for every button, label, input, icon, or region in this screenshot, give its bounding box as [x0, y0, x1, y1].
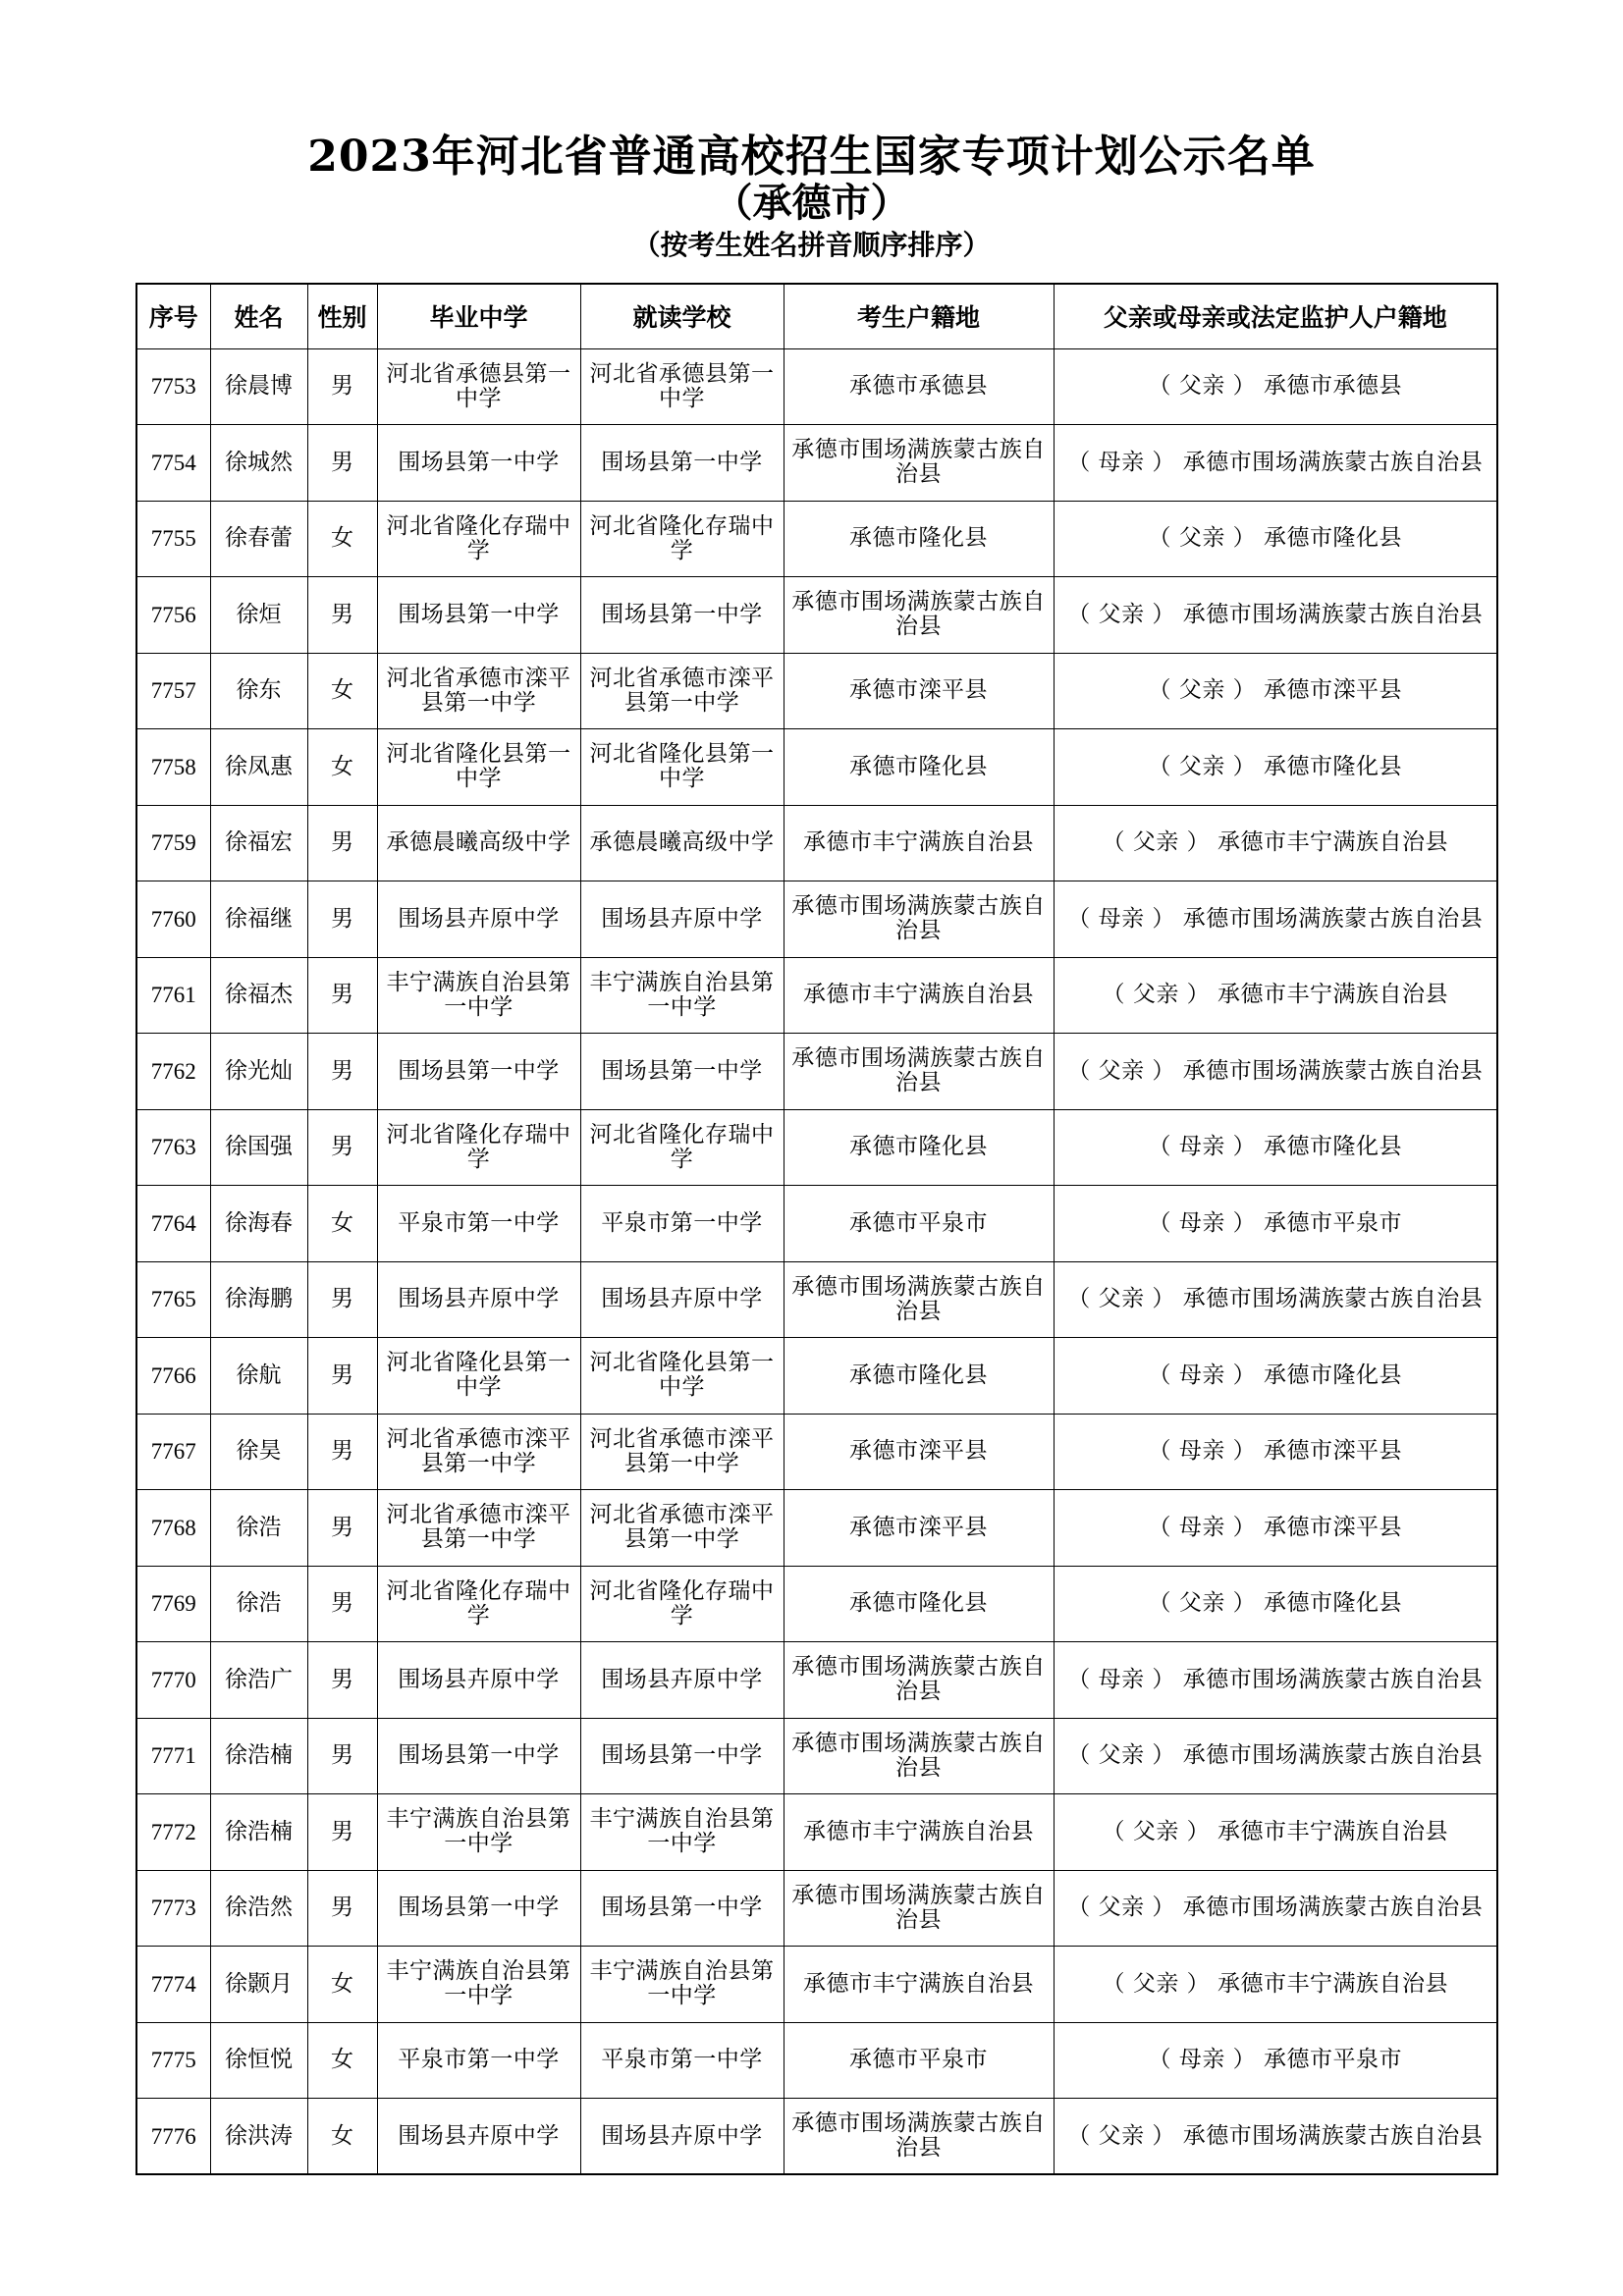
cell-guardian-hukou: （ 父亲 ） 承德市围场满族蒙古族自治县 — [1054, 1034, 1497, 1110]
cell-current-school: 围场县第一中学 — [580, 1718, 784, 1794]
cell-seq: 7762 — [136, 1034, 210, 1110]
cell-seq: 7763 — [136, 1109, 210, 1186]
header-student-hukou: 考生户籍地 — [784, 284, 1054, 348]
cell-gender: 男 — [307, 1642, 377, 1719]
sort-note: （按考生姓名拼音顺序排序） — [632, 229, 991, 261]
cell-current-school: 河北省隆化县第一中学 — [580, 729, 784, 806]
cell-graduation-school: 围场县卉原中学 — [377, 2099, 580, 2175]
cell-seq: 7776 — [136, 2099, 210, 2175]
cell-name: 徐海春 — [210, 1186, 307, 1262]
cell-gender: 男 — [307, 1338, 377, 1415]
header-seq: 序号 — [136, 284, 210, 348]
cell-student-hukou: 承德市平泉市 — [784, 2022, 1054, 2099]
table-row — [136, 957, 1497, 1034]
cell-guardian-hukou: （ 父亲 ） 承德市围场满族蒙古族自治县 — [1054, 2099, 1497, 2175]
cell-graduation-school: 丰宁满族自治县第一中学 — [377, 957, 580, 1034]
cell-current-school: 丰宁满族自治县第一中学 — [580, 957, 784, 1034]
table-row — [136, 1718, 1497, 1794]
cell-guardian-hukou: （ 父亲 ） 承德市滦平县 — [1054, 653, 1497, 729]
cell-name: 徐浩 — [210, 1566, 307, 1642]
cell-gender: 男 — [307, 348, 377, 425]
cell-gender: 男 — [307, 1109, 377, 1186]
cell-guardian-hukou: （ 母亲 ） 承德市滦平县 — [1054, 1414, 1497, 1490]
cell-guardian-hukou: （ 父亲 ） 承德市围场满族蒙古族自治县 — [1054, 1261, 1497, 1338]
cell-current-school: 围场县卉原中学 — [580, 1261, 784, 1338]
cell-guardian-hukou: （ 父亲 ） 承德市丰宁满族自治县 — [1054, 805, 1497, 881]
cell-student-hukou: 承德市围场满族蒙古族自治县 — [784, 1034, 1054, 1110]
cell-name: 徐春蕾 — [210, 501, 307, 577]
cell-current-school: 围场县第一中学 — [580, 425, 784, 502]
cell-graduation-school: 河北省承德市滦平县第一中学 — [377, 653, 580, 729]
cell-seq: 7756 — [136, 577, 210, 654]
table-row — [136, 1414, 1497, 1490]
cell-seq: 7764 — [136, 1186, 210, 1262]
cell-gender: 男 — [307, 805, 377, 881]
cell-student-hukou: 承德市滦平县 — [784, 653, 1054, 729]
cell-graduation-school: 河北省隆化县第一中学 — [377, 1338, 580, 1415]
cell-graduation-school: 围场县第一中学 — [377, 577, 580, 654]
document-subtitle: （承德市） — [713, 180, 910, 226]
cell-guardian-hukou: （ 父亲 ） 承德市丰宁满族自治县 — [1054, 957, 1497, 1034]
cell-seq: 7759 — [136, 805, 210, 881]
cell-current-school: 河北省隆化县第一中学 — [580, 1338, 784, 1415]
cell-name: 徐凤惠 — [210, 729, 307, 806]
cell-gender: 男 — [307, 1261, 377, 1338]
cell-gender: 男 — [307, 577, 377, 654]
cell-guardian-hukou: （ 父亲 ） 承德市围场满族蒙古族自治县 — [1054, 1870, 1497, 1947]
table-row — [136, 577, 1497, 654]
cell-name: 徐航 — [210, 1338, 307, 1415]
table-row — [136, 1566, 1497, 1642]
cell-seq: 7765 — [136, 1261, 210, 1338]
cell-student-hukou: 承德市丰宁满族自治县 — [784, 957, 1054, 1034]
cell-current-school: 平泉市第一中学 — [580, 2022, 784, 2099]
cell-graduation-school: 河北省承德县第一中学 — [377, 348, 580, 425]
cell-gender: 女 — [307, 1186, 377, 1262]
table-row — [136, 2099, 1497, 2175]
cell-guardian-hukou: （ 母亲 ） 承德市隆化县 — [1054, 1338, 1497, 1415]
cell-current-school: 承德晨曦高级中学 — [580, 805, 784, 881]
cell-graduation-school: 围场县第一中学 — [377, 1034, 580, 1110]
cell-seq: 7766 — [136, 1338, 210, 1415]
table-row — [136, 1642, 1497, 1719]
cell-guardian-hukou: （ 父亲 ） 承德市隆化县 — [1054, 1566, 1497, 1642]
cell-seq: 7761 — [136, 957, 210, 1034]
header-name: 姓名 — [210, 284, 307, 348]
cell-name: 徐洪涛 — [210, 2099, 307, 2175]
cell-gender: 男 — [307, 1794, 377, 1871]
cell-graduation-school: 河北省承德市滦平县第一中学 — [377, 1414, 580, 1490]
cell-name: 徐昊 — [210, 1414, 307, 1490]
header-guardian-hukou: 父亲或母亲或法定监护人户籍地 — [1054, 284, 1497, 348]
cell-graduation-school: 丰宁满族自治县第一中学 — [377, 1947, 580, 2023]
cell-seq: 7760 — [136, 881, 210, 958]
cell-graduation-school: 围场县第一中学 — [377, 425, 580, 502]
cell-gender: 女 — [307, 653, 377, 729]
cell-name: 徐东 — [210, 653, 307, 729]
cell-guardian-hukou: （ 父亲 ） 承德市丰宁满族自治县 — [1054, 1794, 1497, 1871]
cell-graduation-school: 河北省隆化存瑞中学 — [377, 1109, 580, 1186]
cell-graduation-school: 平泉市第一中学 — [377, 1186, 580, 1262]
table-row — [136, 348, 1497, 425]
cell-student-hukou: 承德市滦平县 — [784, 1414, 1054, 1490]
cell-graduation-school: 围场县第一中学 — [377, 1870, 580, 1947]
cell-gender: 男 — [307, 1718, 377, 1794]
roster-table — [135, 283, 1498, 2175]
cell-guardian-hukou: （ 父亲 ） 承德市隆化县 — [1054, 501, 1497, 577]
cell-name: 徐福宏 — [210, 805, 307, 881]
cell-gender: 女 — [307, 2099, 377, 2175]
cell-graduation-school: 丰宁满族自治县第一中学 — [377, 1794, 580, 1871]
cell-seq: 7768 — [136, 1490, 210, 1567]
cell-guardian-hukou: （ 母亲 ） 承德市隆化县 — [1054, 1109, 1497, 1186]
cell-name: 徐海鹏 — [210, 1261, 307, 1338]
cell-gender: 女 — [307, 2022, 377, 2099]
cell-seq: 7758 — [136, 729, 210, 806]
header-current-school: 就读学校 — [580, 284, 784, 348]
table-row — [136, 1034, 1497, 1110]
cell-name: 徐福继 — [210, 881, 307, 958]
table-row — [136, 1109, 1497, 1186]
cell-gender: 男 — [307, 881, 377, 958]
table-row — [136, 1870, 1497, 1947]
header-row — [136, 284, 1497, 348]
cell-gender: 女 — [307, 501, 377, 577]
cell-name: 徐浩楠 — [210, 1794, 307, 1871]
table-row — [136, 501, 1497, 577]
cell-name: 徐浩楠 — [210, 1718, 307, 1794]
cell-seq: 7754 — [136, 425, 210, 502]
cell-gender: 女 — [307, 729, 377, 806]
cell-graduation-school: 河北省隆化县第一中学 — [377, 729, 580, 806]
cell-name: 徐恒悦 — [210, 2022, 307, 2099]
cell-guardian-hukou: （ 母亲 ） 承德市平泉市 — [1054, 1186, 1497, 1262]
cell-student-hukou: 承德市隆化县 — [784, 501, 1054, 577]
cell-current-school: 河北省隆化存瑞中学 — [580, 1109, 784, 1186]
cell-seq: 7773 — [136, 1870, 210, 1947]
cell-student-hukou: 承德市围场满族蒙古族自治县 — [784, 425, 1054, 502]
cell-student-hukou: 承德市围场满族蒙古族自治县 — [784, 577, 1054, 654]
table-row — [136, 653, 1497, 729]
cell-student-hukou: 承德市平泉市 — [784, 1186, 1054, 1262]
cell-current-school: 平泉市第一中学 — [580, 1186, 784, 1262]
table-row — [136, 1490, 1497, 1567]
cell-guardian-hukou: （ 母亲 ） 承德市围场满族蒙古族自治县 — [1054, 881, 1497, 958]
cell-graduation-school: 围场县卉原中学 — [377, 881, 580, 958]
cell-name: 徐浩广 — [210, 1642, 307, 1719]
cell-student-hukou: 承德市丰宁满族自治县 — [784, 1794, 1054, 1871]
cell-seq: 7772 — [136, 1794, 210, 1871]
cell-gender: 男 — [307, 1034, 377, 1110]
table-body — [136, 348, 1497, 2174]
cell-name: 徐烜 — [210, 577, 307, 654]
cell-name: 徐颢月 — [210, 1947, 307, 2023]
cell-gender: 女 — [307, 1947, 377, 2023]
header-gender: 性别 — [307, 284, 377, 348]
cell-seq: 7770 — [136, 1642, 210, 1719]
cell-current-school: 河北省隆化存瑞中学 — [580, 1566, 784, 1642]
cell-graduation-school: 承德晨曦高级中学 — [377, 805, 580, 881]
cell-name: 徐浩 — [210, 1490, 307, 1567]
cell-seq: 7757 — [136, 653, 210, 729]
cell-student-hukou: 承德市隆化县 — [784, 1109, 1054, 1186]
table-row — [136, 1947, 1497, 2023]
cell-name: 徐城然 — [210, 425, 307, 502]
cell-gender: 男 — [307, 1566, 377, 1642]
table-row — [136, 1261, 1497, 1338]
cell-student-hukou: 承德市围场满族蒙古族自治县 — [784, 1261, 1054, 1338]
cell-current-school: 丰宁满族自治县第一中学 — [580, 1947, 784, 2023]
cell-guardian-hukou: （ 父亲 ） 承德市围场满族蒙古族自治县 — [1054, 577, 1497, 654]
cell-current-school: 围场县卉原中学 — [580, 881, 784, 958]
cell-gender: 男 — [307, 957, 377, 1034]
cell-seq: 7753 — [136, 348, 210, 425]
document-title: 2023年河北省普通高校招生国家专项计划公示名单 — [307, 132, 1316, 182]
cell-current-school: 河北省承德县第一中学 — [580, 348, 784, 425]
table-row — [136, 805, 1497, 881]
cell-current-school: 围场县卉原中学 — [580, 2099, 784, 2175]
cell-graduation-school: 平泉市第一中学 — [377, 2022, 580, 2099]
cell-gender: 男 — [307, 1414, 377, 1490]
cell-name: 徐光灿 — [210, 1034, 307, 1110]
cell-guardian-hukou: （ 父亲 ） 承德市隆化县 — [1054, 729, 1497, 806]
cell-seq: 7769 — [136, 1566, 210, 1642]
cell-seq: 7774 — [136, 1947, 210, 2023]
table-row — [136, 2022, 1497, 2099]
cell-current-school: 围场县第一中学 — [580, 1034, 784, 1110]
cell-graduation-school: 河北省承德市滦平县第一中学 — [377, 1490, 580, 1567]
cell-student-hukou: 承德市围场满族蒙古族自治县 — [784, 2099, 1054, 2175]
cell-seq: 7775 — [136, 2022, 210, 2099]
cell-seq: 7767 — [136, 1414, 210, 1490]
table-row — [136, 881, 1497, 958]
cell-name: 徐国强 — [210, 1109, 307, 1186]
cell-current-school: 围场县第一中学 — [580, 577, 784, 654]
table-row — [136, 425, 1497, 502]
cell-current-school: 丰宁满族自治县第一中学 — [580, 1794, 784, 1871]
cell-name: 徐浩然 — [210, 1870, 307, 1947]
cell-student-hukou: 承德市隆化县 — [784, 729, 1054, 806]
cell-current-school: 河北省隆化存瑞中学 — [580, 501, 784, 577]
table-row — [136, 729, 1497, 806]
cell-guardian-hukou: （ 母亲 ） 承德市滦平县 — [1054, 1490, 1497, 1567]
cell-seq: 7755 — [136, 501, 210, 577]
cell-gender: 男 — [307, 1870, 377, 1947]
cell-graduation-school: 围场县卉原中学 — [377, 1261, 580, 1338]
cell-name: 徐晨博 — [210, 348, 307, 425]
cell-guardian-hukou: （ 母亲 ） 承德市平泉市 — [1054, 2022, 1497, 2099]
cell-guardian-hukou: （ 母亲 ） 承德市围场满族蒙古族自治县 — [1054, 1642, 1497, 1719]
cell-graduation-school: 河北省隆化存瑞中学 — [377, 1566, 580, 1642]
table-row — [136, 1794, 1497, 1871]
cell-current-school: 河北省承德市滦平县第一中学 — [580, 1414, 784, 1490]
cell-guardian-hukou: （ 母亲 ） 承德市围场满族蒙古族自治县 — [1054, 425, 1497, 502]
cell-student-hukou: 承德市丰宁满族自治县 — [784, 805, 1054, 881]
cell-graduation-school: 围场县第一中学 — [377, 1718, 580, 1794]
cell-student-hukou: 承德市围场满族蒙古族自治县 — [784, 1642, 1054, 1719]
cell-guardian-hukou: （ 父亲 ） 承德市围场满族蒙古族自治县 — [1054, 1718, 1497, 1794]
cell-student-hukou: 承德市滦平县 — [784, 1490, 1054, 1567]
cell-name: 徐福杰 — [210, 957, 307, 1034]
cell-current-school: 围场县第一中学 — [580, 1870, 784, 1947]
cell-gender: 男 — [307, 425, 377, 502]
cell-graduation-school: 围场县卉原中学 — [377, 1642, 580, 1719]
cell-current-school: 河北省承德市滦平县第一中学 — [580, 1490, 784, 1567]
cell-student-hukou: 承德市隆化县 — [784, 1338, 1054, 1415]
cell-student-hukou: 承德市围场满族蒙古族自治县 — [784, 1870, 1054, 1947]
cell-student-hukou: 承德市隆化县 — [784, 1566, 1054, 1642]
cell-graduation-school: 河北省隆化存瑞中学 — [377, 501, 580, 577]
table-header — [136, 284, 1497, 348]
cell-gender: 男 — [307, 1490, 377, 1567]
cell-student-hukou: 承德市围场满族蒙古族自治县 — [784, 881, 1054, 958]
cell-guardian-hukou: （ 父亲 ） 承德市承德县 — [1054, 348, 1497, 425]
cell-student-hukou: 承德市围场满族蒙古族自治县 — [784, 1718, 1054, 1794]
cell-current-school: 河北省承德市滦平县第一中学 — [580, 653, 784, 729]
header-graduation-school: 毕业中学 — [377, 284, 580, 348]
table-row — [136, 1186, 1497, 1262]
table-row — [136, 1338, 1497, 1415]
cell-guardian-hukou: （ 父亲 ） 承德市丰宁满族自治县 — [1054, 1947, 1497, 2023]
cell-current-school: 围场县卉原中学 — [580, 1642, 784, 1719]
cell-seq: 7771 — [136, 1718, 210, 1794]
cell-student-hukou: 承德市丰宁满族自治县 — [784, 1947, 1054, 2023]
cell-student-hukou: 承德市承德县 — [784, 348, 1054, 425]
